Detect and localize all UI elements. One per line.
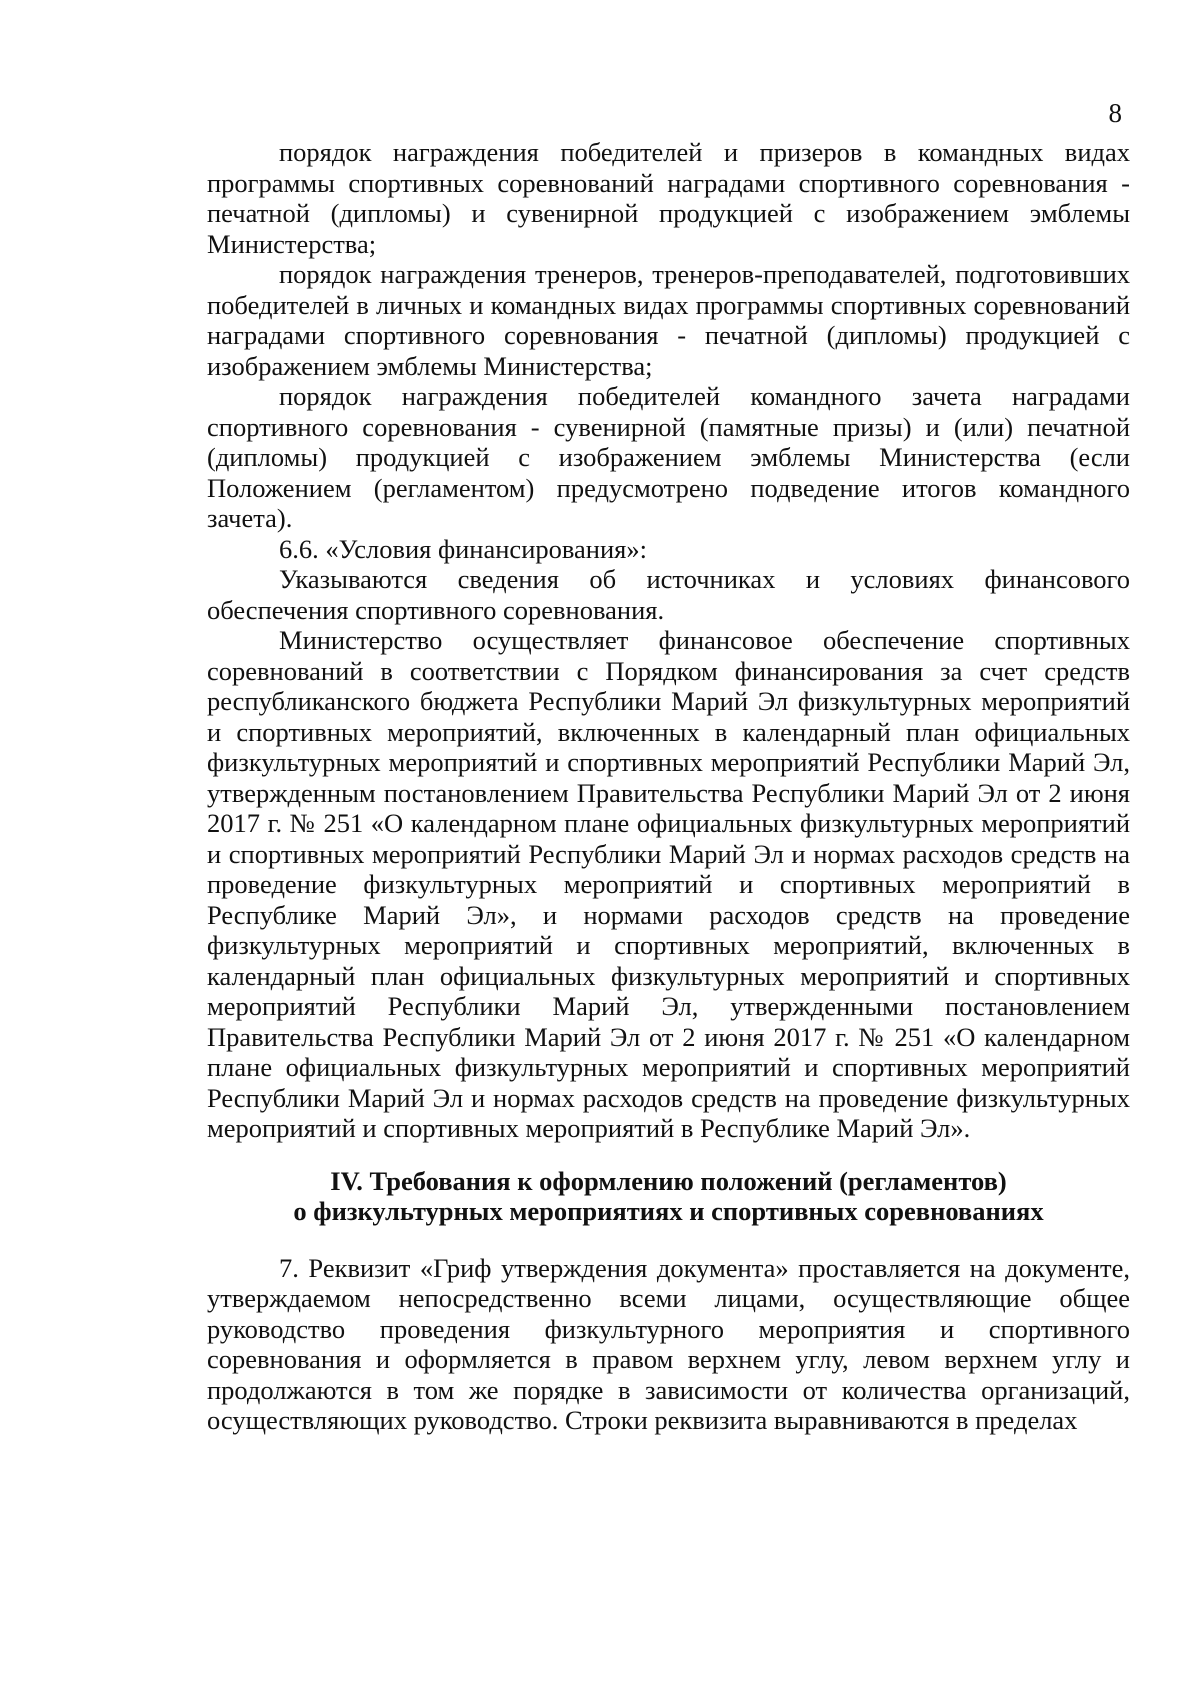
paragraph-approval-stamp: 7. Реквизит «Гриф утверждения документа» проставляется на документе, утверждаемом непосредственно всеми лицами, осуществляющие общее руководство проведения физкультурного мероприятия и спортивного соревнования и оформляется в правом верхнем углу, левом верхнем углу и продолжаются в том же порядке в зависимости от количества организаций, осуществляющих руководство. Строки реквизита выравниваются в пределах — [207, 1252, 1130, 1435]
paragraph-awards-coaches: порядок награждения тренеров, тренеров-преподавателей, подготовивших победителей в личных и командных видах программы спортивных соревнований наградами спортивного соревнования - печатной (дипломы) продукцией с изображением эмблемы Министерства; — [207, 259, 1130, 381]
paragraph-awards-team: порядок награждения победителей и призеров в командных видах программы спортивных соревнований наградами спортивного соревнования - печатной (дипломы) и сувенирной продукцией с изображением эмблемы Министерства; — [207, 137, 1130, 259]
paragraph-awards-team-standings: порядок награждения победителей командного зачета наградами спортивного соревнования - сувенирной (памятные призы) и (или) печатной (дипломы) продукцией с изображением эмблемы Министерства (если Положением (регламентом) предусмотрено подведение итогов командного зачета). — [207, 381, 1130, 533]
paragraph-financing-heading: 6.6. «Условия финансирования»: — [279, 533, 647, 564]
paragraph-financing-sources: Указываются сведения об источниках и условиях финансового обеспечения спортивного соревнования. — [207, 564, 1130, 625]
section-heading-line-2: о физкультурных мероприятиях и спортивных соревнованиях — [293, 1196, 1044, 1226]
page-number: 8 — [1108, 98, 1122, 128]
document-body — [207, 137, 1130, 1436]
section-heading-line-1: IV. Требования к оформлению положений (регламентов) — [330, 1165, 1007, 1196]
paragraph-financing-ministry: Министерство осуществляет финансовое обеспечение спортивных соревнований в соответствии с Порядком финансирования за счет средств республиканского бюджета Республики Марий Эл физкультурных мероприятий и спортивных мероприятий, включенных в календарный план официальных физкультурных мероприятий и спортивных мероприятий Республики Марий Эл, утвержденным постановлением Правительства Республики Марий Эл от 2 июня 2017 г. № 251 «О календарном плане официальных физкультурных мероприятий и спортивных мероприятий Республики Марий Эл и нормах расходов средств на проведение физкультурных мероприятий и спортивных мероприятий в Республике Марий Эл», и нормами расходов средств на проведение физкультурных мероприятий и спортивных мероприятий, включенных в календарный план официальных физкультурных мероприятий и спортивных мероприятий Республики Марий Эл, утвержденными постановлением Правительства Республики Марий Эл от 2 июня 2017 г. № 251 «О календарном плане официальных физкультурных мероприятий и спортивных мероприятий Республики Марий Эл и нормах расходов средств на проведение физкультурных мероприятий и спортивных мероприятий в Республике Марий Эл». — [207, 625, 1130, 1143]
section-heading — [207, 1166, 1130, 1227]
